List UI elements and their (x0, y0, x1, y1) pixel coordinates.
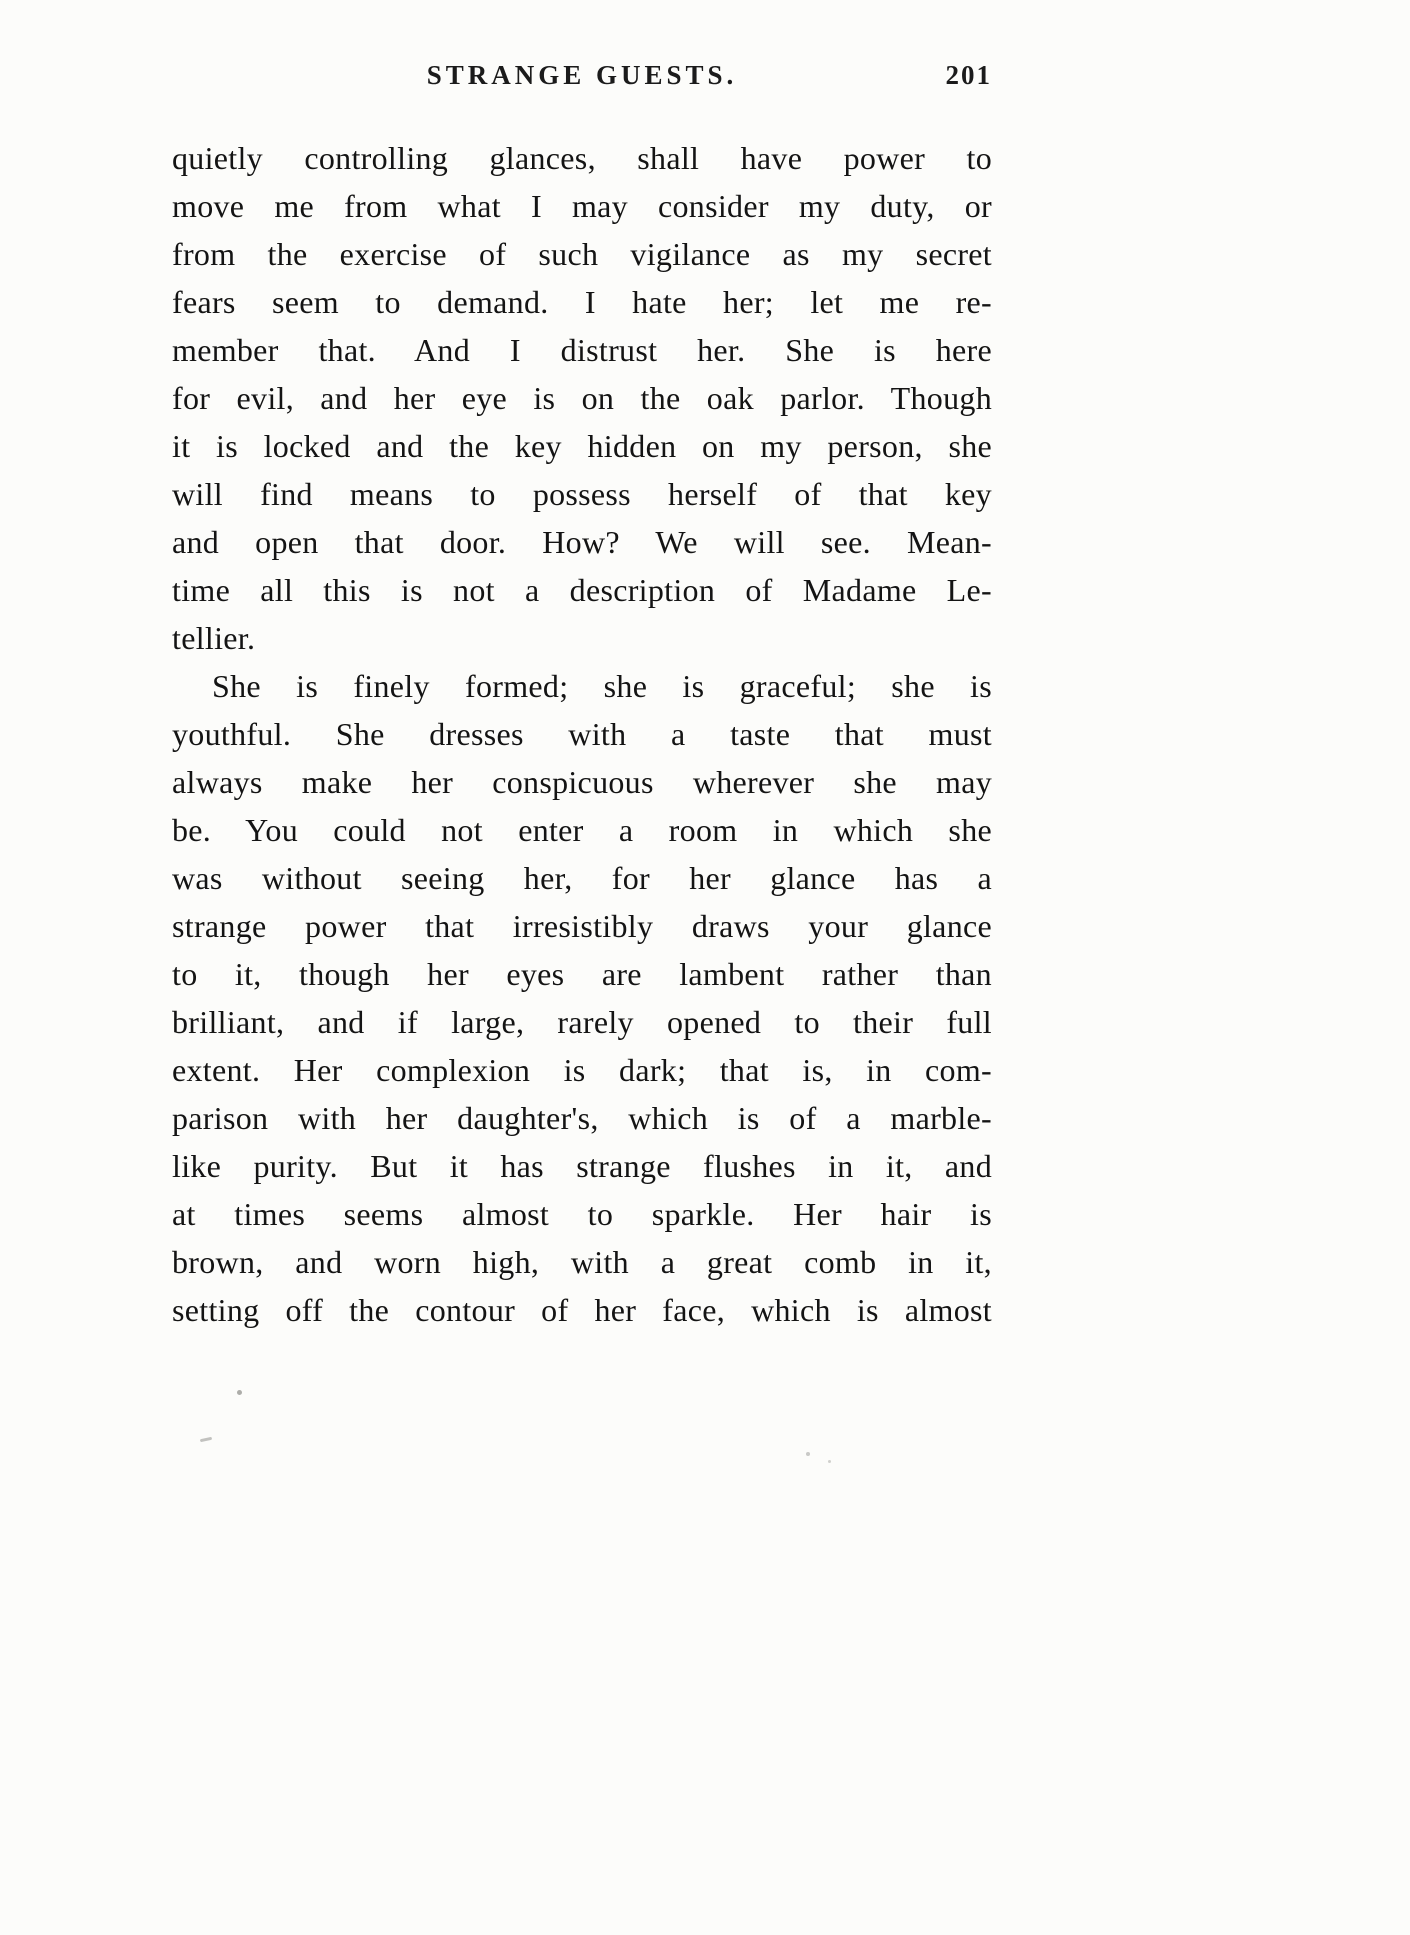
text-line: extent. Her complexion is dark; that is, in com- (172, 1052, 992, 1088)
page-header (172, 60, 992, 104)
text-line: quietly controlling glances, shall have power to (172, 140, 992, 176)
text-line: fears seem to demand. I hate her; let me re- (172, 284, 992, 320)
text-line: youthful. She dresses with a taste that must (172, 716, 992, 752)
text-line: brown, and worn high, with a great comb in it, (172, 1244, 992, 1280)
text-line: time all this is not a description of Madame Le- (172, 572, 992, 608)
text-line: it is locked and the key hidden on my person, she (172, 428, 992, 464)
scan-artifact (828, 1460, 831, 1463)
text-line: be. You could not enter a room in which she (172, 812, 992, 848)
running-title: STRANGE GUESTS. (426, 60, 738, 90)
text-line: tellier. (172, 620, 256, 656)
text-column (172, 60, 992, 1334)
scan-artifact (237, 1390, 242, 1395)
text-line: from the exercise of such vigilance as my secret (172, 236, 992, 272)
text-line: parison with her daughter's, which is of a marble- (172, 1100, 992, 1136)
text-line: was without seeing her, for her glance has a (172, 860, 992, 896)
text-line: She is finely formed; she is graceful; she is (212, 668, 992, 704)
text-line: always make her conspicuous wherever she may (172, 764, 992, 800)
scan-artifact (200, 1437, 212, 1442)
text-line: will find means to possess herself of that key (172, 476, 992, 512)
text-line: for evil, and her eye is on the oak parlor. Though (172, 380, 992, 416)
page-body (172, 134, 992, 1334)
text-line: member that. And I distrust her. She is here (172, 332, 992, 368)
text-line: move me from what I may consider my duty, or (172, 188, 992, 224)
text-line: like purity. But it has strange flushes in it, and (172, 1148, 992, 1184)
text-line: to it, though her eyes are lambent rather than (172, 956, 992, 992)
text-line: at times seems almost to sparkle. Her hair is (172, 1196, 992, 1232)
scan-artifact (806, 1452, 810, 1456)
text-line: strange power that irresistibly draws your glance (172, 908, 992, 944)
page-number: 201 (945, 60, 992, 90)
text-line: brilliant, and if large, rarely opened to their full (172, 1004, 992, 1040)
text-line: and open that door. How? We will see. Mean- (172, 524, 992, 560)
text-line: setting off the contour of her face, which is almost (172, 1292, 992, 1328)
